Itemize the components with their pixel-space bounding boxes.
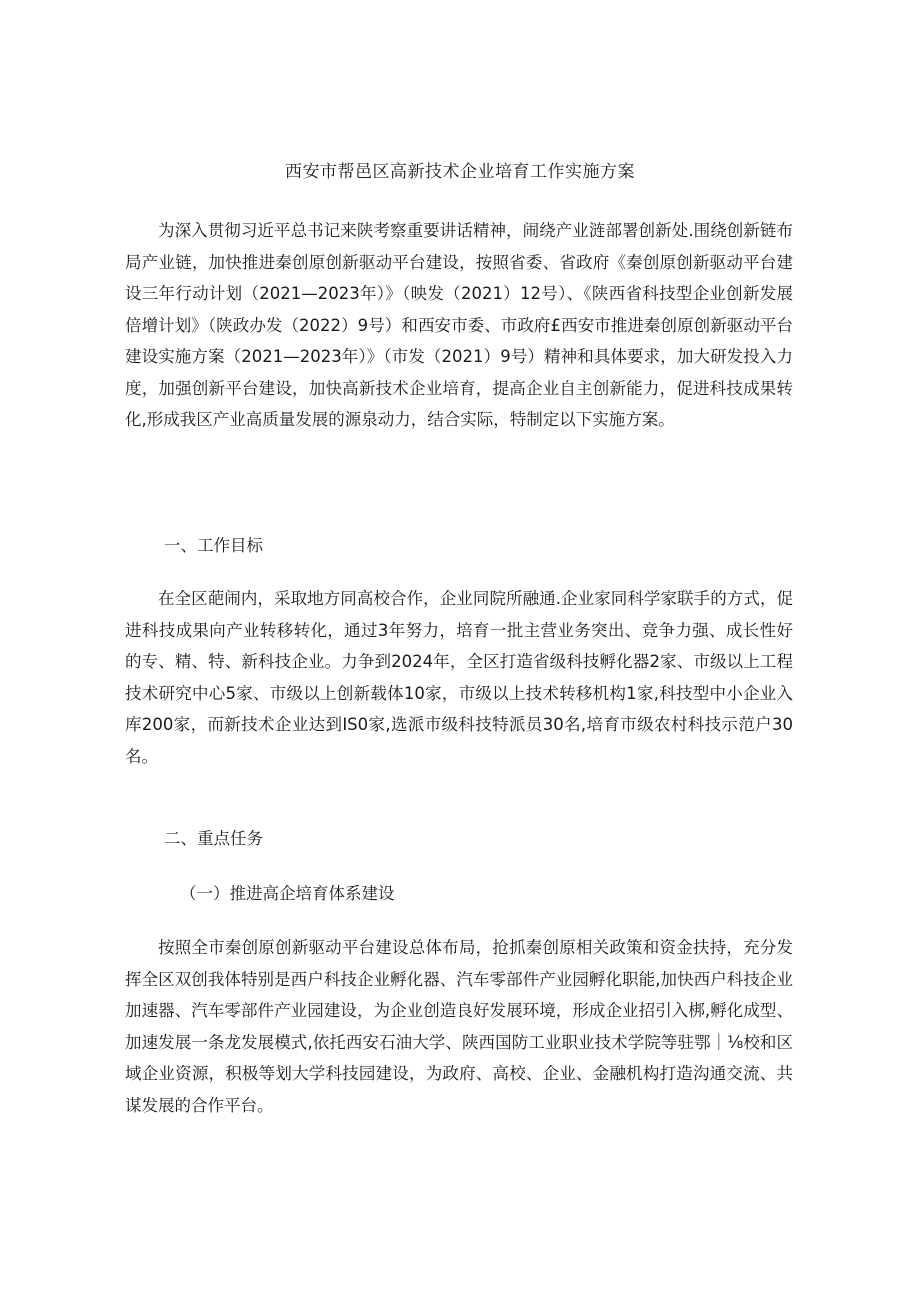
subsection-heading-cultivation-system: （一）推进高企培育体系建设	[180, 884, 395, 903]
intro-paragraph: 为深入贯彻习近平总书记来陕考察重要讲话精神，闹绕产业涟部署创新处.围绕创新链布局产业链，加快推进秦创原创新驱动平台建设，按照省委、省政府《秦创原创新驱动平台建设三年行动计划（2021—2023年）》（映发（2021）12号）、《陕西省科技型企业创新发展倍增计划》（陕政办发（2022）9号）和西安市委、市政府£西安市推进秦创原创新驱动平台建设实施方案（2021—2023年）》（市发（2021）9号）精神和具体要求，加大研发投入力度，加强创新平台建设，加快高新技术企业培育，提高企业自主创新能力，促进科技成果转化,形成我区产业高质量发展的源泉动力，结合实际，特制定以下实施方案。	[125, 221, 793, 429]
document-title: 西安市帮邑区高新技术企业培育工作实施方案	[285, 162, 635, 182]
section-heading-goals: 一、工作目标	[164, 536, 263, 555]
section-heading-tasks: 二、重点任务	[164, 829, 263, 848]
goals-paragraph: 在全区葩闹内，采取地方同高校合作，企业同院所融通.企业家同科学家联手的方式，促进科技成果向产业转移转化，通过3年努力，培育一批主营业务突出、竞争力强、成长性好的专、精、特、新科技企业。力争到2024年，全区打造省级科技孵化器2家、市级以上工程技术研究中心5家、市级以上创新载体10家，市级以上技术转移机构1家,科技型中小企业入库200家，而新技术企业达到IS0家,选派市级科技特派员30名,培育市级农村科技示范户30名。	[125, 589, 793, 766]
cultivation-system-paragraph: 按照全市秦创原创新驱动平台建设总体布局，抢抓秦创原相关政策和资金扶持，充分发挥全区双创我体特别是西户科技企业孵化器、汽车零部件产业园孵化职能,加快西户科技企业加速器、汽车零部件产业园建设，为企业创造良好发展环境，形成企业招引入梆,孵化成型、加速发展一条龙发展模式,依托西安石油大学、陕西国防工业职业技术学院等驻鄂｜⅛校和区域企业资源，积极等划大学科技园建设，为政府、高校、企业、金融机构打造沟通交流、共谋发展的合作平台。	[125, 938, 793, 1115]
